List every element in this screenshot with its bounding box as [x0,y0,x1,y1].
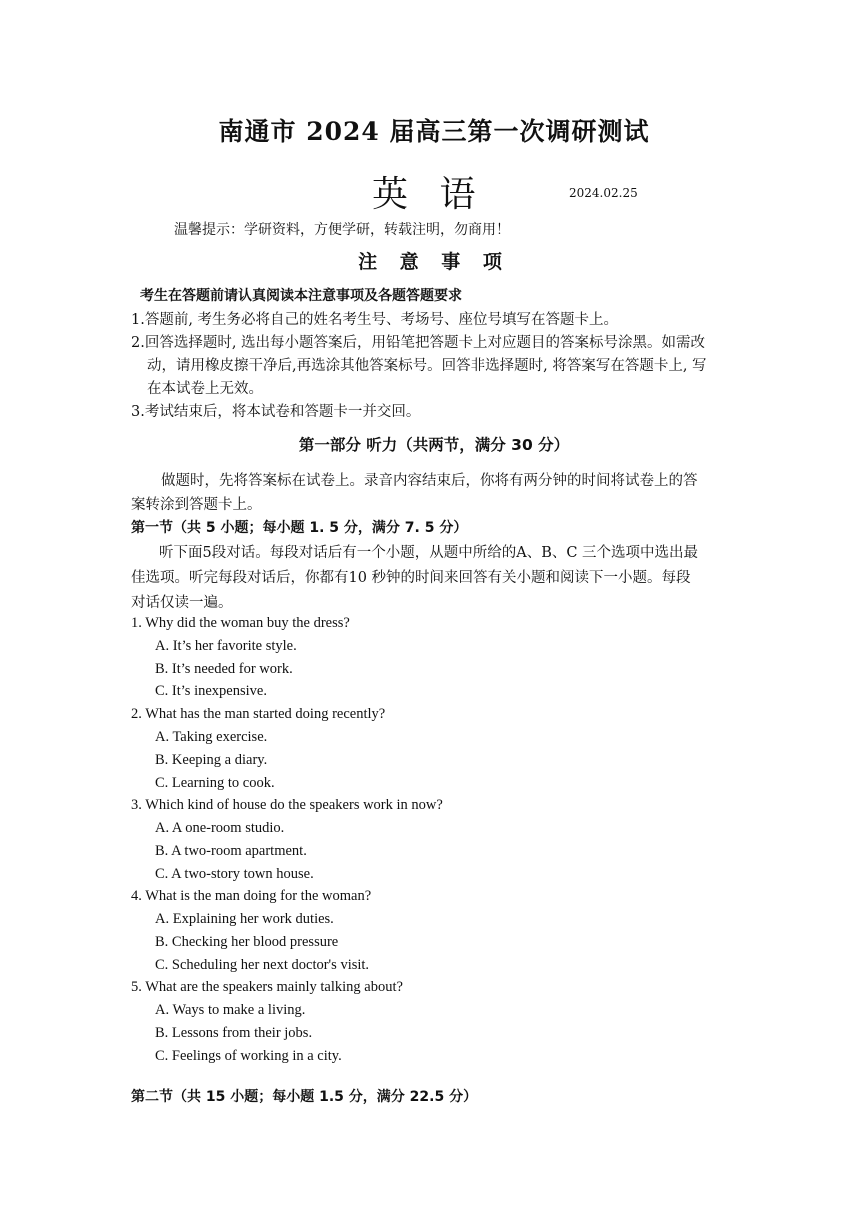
question-5: 5. What are the speakers mainly talking about? [131,979,403,995]
question-5-option-b: B. Lessons from their jobs. [155,1025,313,1041]
section2-title: 第二节（共 15 小题；每小题 1.5 分，满分 22.5 分） [131,1089,478,1105]
question-2-option-b: B. Keeping a diary. [155,752,268,768]
question-3: 3. Which kind of house do the speakers work in now? [131,797,443,813]
question-1-option-a: A. It’s her favorite style. [155,638,297,654]
section1-instruction-line: 对话仅读一遍。 [131,595,233,611]
exam-date: 2024.02.25 [569,186,638,200]
page-title: 南通市 2024 届高三第一次调研测试 [218,117,650,146]
question-4-option-c: C. Scheduling her next doctor's visit. [155,957,370,973]
question-4-option-b: B. Checking her blood pressure [155,934,339,950]
question-3-option-a: A. A one-room studio. [155,820,285,836]
warm-tip: 温馨提示：学研资料，方便学研，转载注明，勿商用！ [174,222,510,238]
notice-line: 动，请用橡皮擦干净后,再选涂其他答案标号。回答非选择题时, 将答案写在答题卡上, 写 [147,358,707,374]
notice-line: 3.考试结束后，将本试卷和答题卡一并交回。 [131,404,421,420]
question-5-option-c: C. Feelings of working in a city. [155,1048,342,1064]
question-5-option-a: A. Ways to make a living. [155,1002,306,1018]
question-3-option-c: C. A two-story town house. [155,866,314,882]
part1-intro-line: 案转涂到答题卡上。 [131,497,262,513]
part1-intro-line: 做题时，先将答案标在试卷上。录音内容结束后，你将有两分钟的时间将试卷上的答 [161,473,698,489]
notice-requirement: 考生在答题前请认真阅读本注意事项及各题答题要求 [140,288,462,304]
part1-title: 第一部分 听力（共两节，满分 30 分） [298,436,570,454]
question-4-option-a: A. Explaining her work duties. [155,911,334,927]
notice-title: 注 意 事 项 [358,251,510,273]
section1-instruction-line: 佳选项。听完每段对话后，你都有10 秒钟的时间来回答有关小题和阅读下一小题。每段 [131,570,691,586]
question-3-option-b: B. A two-room apartment. [155,843,307,859]
question-2-option-a: A. Taking exercise. [155,729,268,745]
question-2-option-c: C. Learning to cook. [155,775,275,791]
question-2: 2. What has the man started doing recently? [131,706,386,722]
notice-line: 在本试卷上无效。 [147,381,263,397]
section1-title: 第一节（共 5 小题；每小题 1. 5 分，满分 7. 5 分） [131,520,468,536]
question-4: 4. What is the man doing for the woman? [131,888,372,904]
subject-title: 英 语 [372,174,486,215]
question-1: 1. Why did the woman buy the dress? [131,615,350,631]
question-1-option-c: C. It’s inexpensive. [155,683,267,699]
question-1-option-b: B. It’s needed for work. [155,661,293,677]
notice-line: 2.回答选择题时, 选出每小题答案后，用铅笔把答题卡上对应题目的答案标号涂黑。如需改 [131,335,706,351]
section1-instruction-line: 听下面5段对话。每段对话后有一个小题，从题中所给的A、B、C 三个选项中选出最 [159,545,699,561]
notice-line: 1.答题前, 考生务必将自己的姓名考生号、考场号、座位号填写在答题卡上。 [131,312,619,328]
